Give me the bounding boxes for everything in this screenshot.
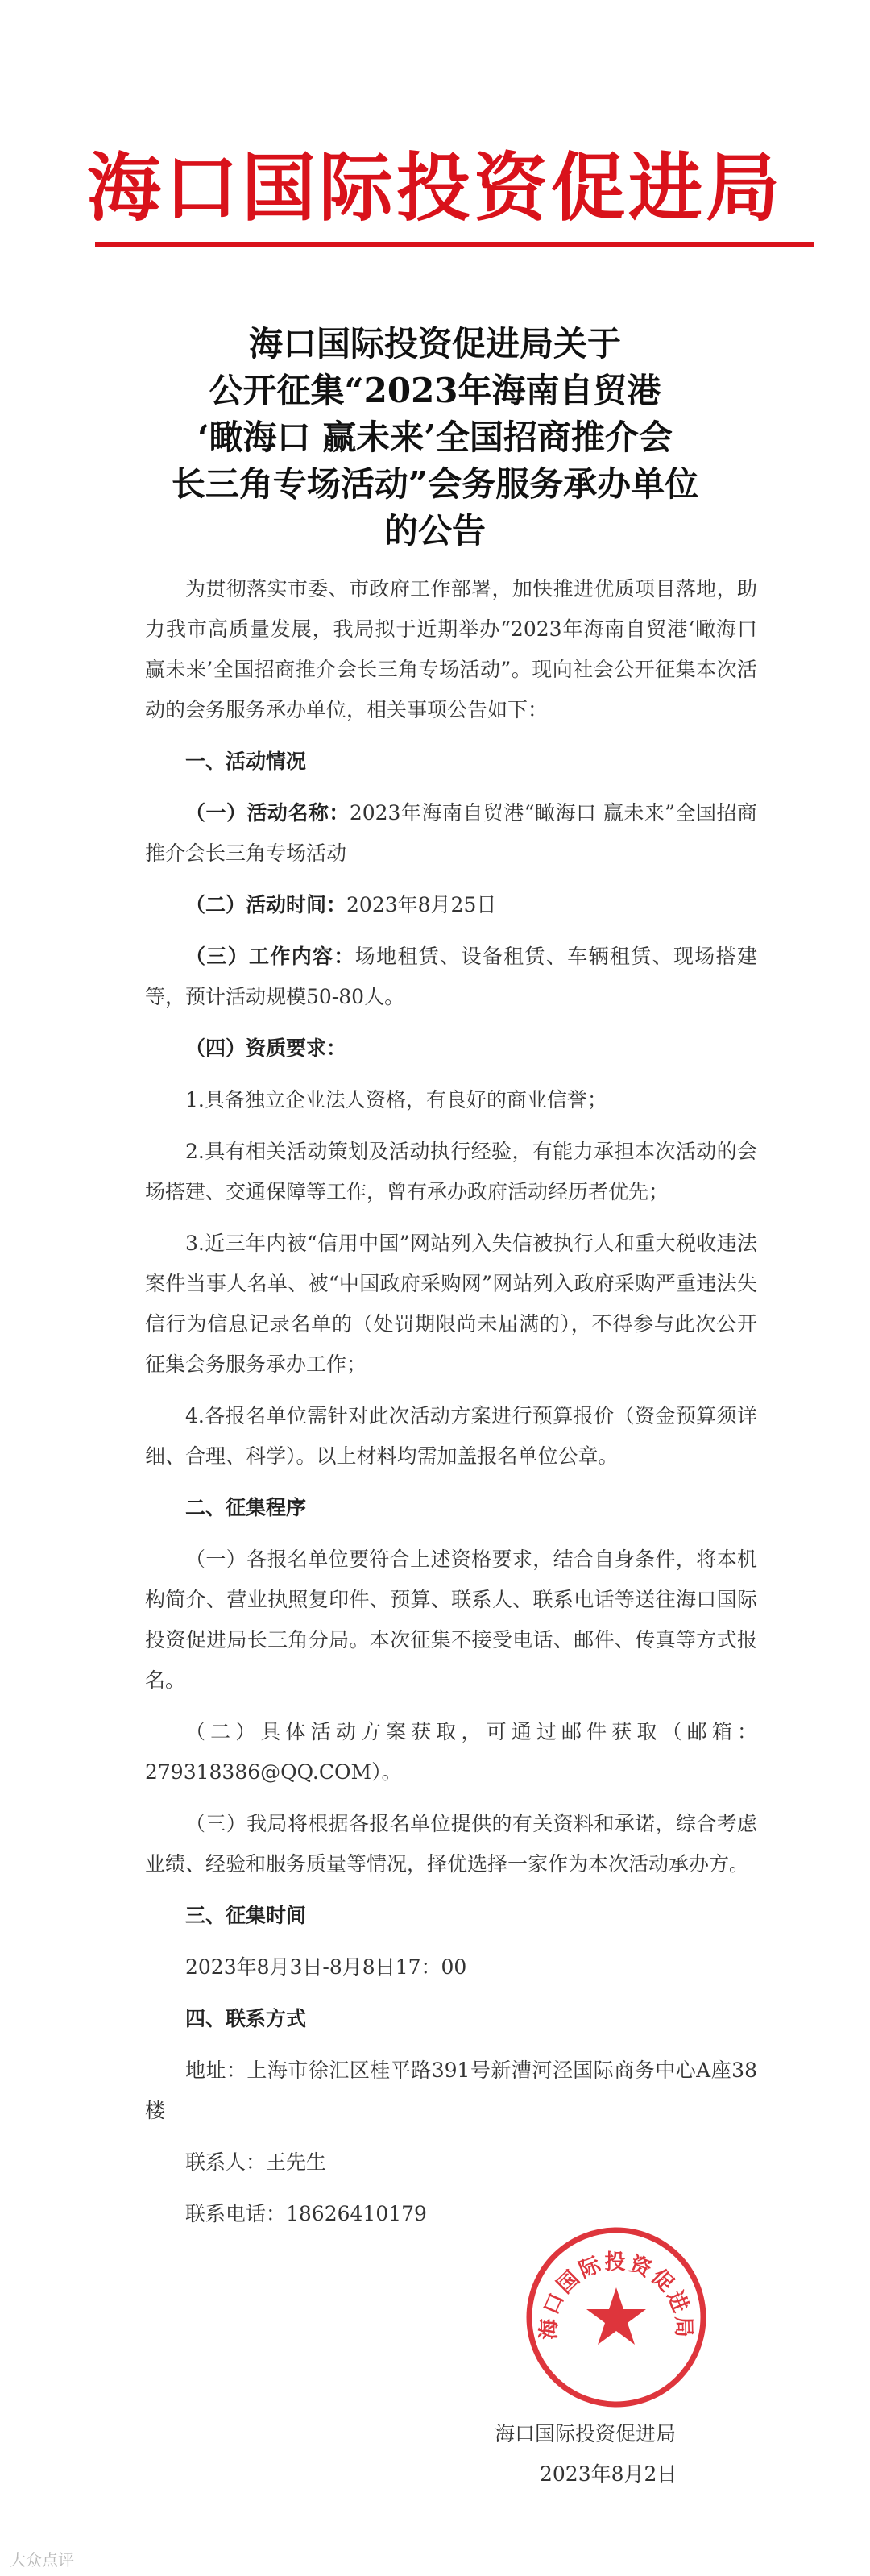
field-value: 2023年海南自贸港“瞰海口 赢未来”全国招商推介会长三角专场活动: [145, 801, 757, 865]
field-label: （三）工作内容：: [185, 945, 355, 968]
section-heading: 二、征集程序: [185, 1496, 307, 1519]
qualification-item: 2.具有相关活动策划及活动执行经验，有能力承担本次活动的会场搭建、交通保障等工作，曾有承办政府活动经历者优先；: [145, 1140, 757, 1203]
notice-title: [0, 321, 870, 555]
watermark-text: 大众点评: [10, 2550, 74, 2570]
section-heading: 四、联系方式: [185, 2007, 307, 2030]
qualification-item: 4.各报名单位需针对此次活动方案进行预算报价（资金预算须详细、合理、科学）。以上材料均需加盖报名单位公章。: [145, 1404, 757, 1468]
official-seal-icon: [524, 2225, 709, 2410]
field-value: 场地租赁、设备租赁、车辆租赁、现场搭建等，预计活动规模50-80人。: [145, 945, 757, 1008]
procedure-item: （三）我局将根据各报名单位提供的有关资料和承诺，综合考虑业绩、经验和服务质量等情况，择优选择一家作为本次活动承办方。: [145, 1812, 757, 1876]
contact-address: 地址：上海市徐汇区桂平路391号新漕河泾国际商务中心A座38楼: [145, 2059, 757, 2122]
collection-time: 2023年8月3日-8月8日17：00: [185, 1955, 467, 1979]
section-heading: 三、征集时间: [185, 1904, 307, 1927]
title-line: 海口国际投资促进局关于: [248, 324, 621, 364]
work-content: [145, 937, 757, 1017]
title-line: 公开征集“2023年海南自贸港: [209, 371, 661, 410]
title-line: 的公告: [383, 511, 486, 551]
field-label: （二）活动时间：: [185, 893, 347, 916]
svg-text:海口国际投资促进局: 海口国际投资促进局: [536, 2250, 696, 2341]
qualification-item: 1.具备独立企业法人资格，有良好的商业信誉；: [185, 1088, 607, 1111]
section-heading: 一、活动情况: [185, 750, 307, 773]
activity-name: [145, 793, 757, 874]
contact-person: 联系人：王先生: [185, 2150, 327, 2174]
intro-paragraph: 为贯彻落实市委、市政府工作部署，加快推进优质项目落地，助力我市高质量发展，我局拟于近期举办“2023年海南自贸港‘瞰海口 赢未来’全国招商推介会长三角专场活动”。现向社会公开征集本次活动的会务服务承办单位，相关事项公告如下：: [145, 577, 757, 721]
signature-date: 2023年8月2日: [540, 2462, 677, 2486]
contact-phone: 联系电话：18626410179: [185, 2202, 427, 2225]
qualification-heading: （四）资质要求：: [185, 1037, 347, 1060]
signature-org: 海口国际投资促进局: [495, 2422, 677, 2445]
title-line: ‘瞰海口 赢未来’全国招商推介会: [197, 418, 673, 457]
signature-block: [483, 2414, 773, 2495]
title-line: 长三角专场活动”会务服务承办单位: [171, 464, 699, 504]
red-divider: [95, 242, 814, 247]
activity-time: [145, 885, 757, 925]
field-value: 2023年8月25日: [346, 893, 497, 916]
field-label: （一）活动名称：: [185, 801, 350, 825]
notice-body: [145, 569, 757, 2246]
masthead-title: 海口国际投资促进局: [86, 144, 783, 231]
qualification-item: 3.近三年内被“信用中国”网站列入失信被执行人和重大税收违法案件当事人名单、被“中国政府采购网”网站列入政府采购严重违法失信行为信息记录名单的（处罚期限尚未届满的），不得参与此次公开征集会务服务承办工作；: [145, 1232, 757, 1376]
procedure-item: （二）具体活动方案获取，可通过邮件获取（邮箱：279318386@QQ.COM）。: [145, 1720, 757, 1784]
procedure-item: （一）各报名单位要符合上述资格要求，结合自身条件，将本机构简介、营业执照复印件、预算、联系人、联系电话等送往海口国际投资促进局长三角分局。本次征集不接受电话、邮件、传真等方式报名。: [145, 1548, 757, 1692]
